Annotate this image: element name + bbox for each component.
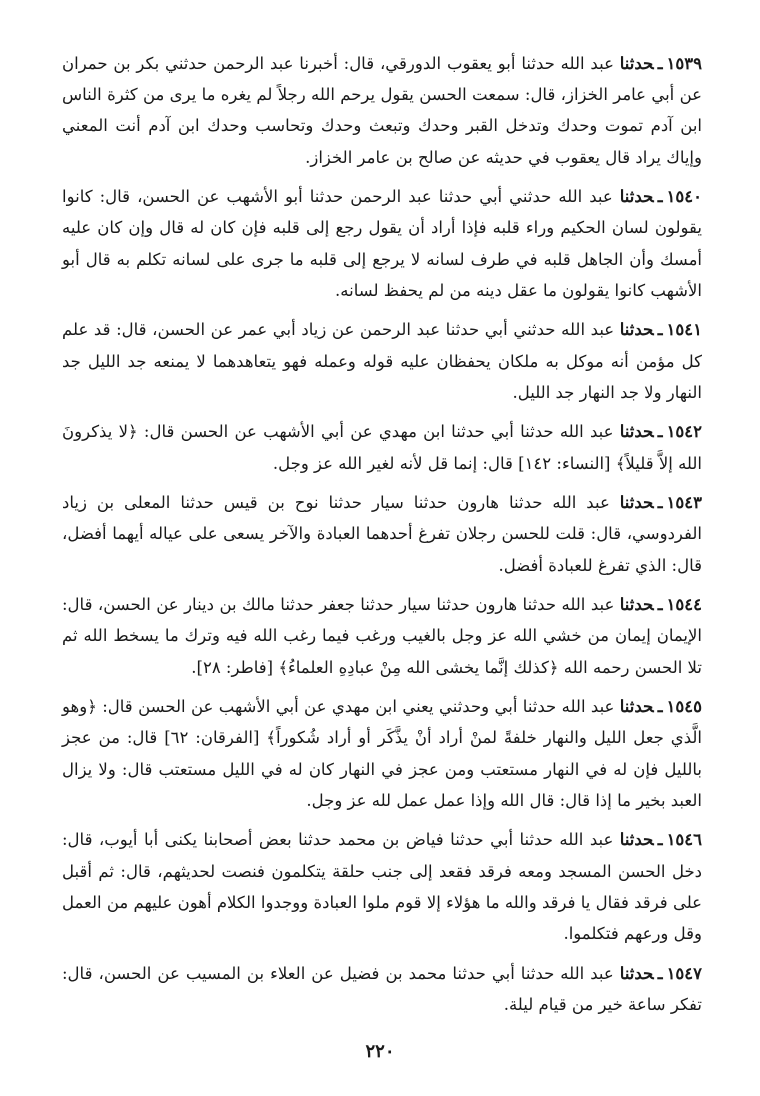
hadith-label: حدثنا [619, 422, 654, 442]
hadith-number: ١٥٤١ [666, 320, 702, 340]
hadith-number: ١٥٤٥ [666, 697, 702, 717]
hadith-number: ١٥٤٣ [666, 493, 702, 513]
hadith-entry-1543: ١٥٤٣ـحدثنا عبد الله حدثنا هارون حدثنا سيار حدثنا نوح بن قيس حدثنا المعلى بن زياد الفردوسي، قال: قلت للحسن رجلان تفرغ أحدهما العبادة والآخر يسعى على عياله أيهما أفضل، قال: الذي تفرغ للعبادة أفضل. [62, 493, 702, 575]
hadith-number: ١٥٤٧ [666, 963, 703, 983]
hadith-number: ١٥٤٠ [666, 187, 702, 207]
hadith-label: حدثنا [619, 187, 654, 207]
hadith-text: عبد الله حدثنا أبو يعقوب الدورقي، قال: أخبرنا عبد الرحمن حدثني بكر بن حمران عن أبي عامر الخزاز، قال: سمعت الحسن يقول يرحم الله رجلاً لم يغره ما يرى من كثرة الناس ابن آدم تموت وحدك وتدخل القبر وحدك وتبعث وحدك وتحاسب وحدك ابن آدم أنت المعني وإياك يراد قال يعقوب في حديثه عن صالح بن عامر الخزاز. [62, 54, 702, 167]
hadith-number: ١٥٤٢ [666, 422, 703, 442]
hadith-label: حدثنا [619, 54, 654, 73]
hadith-number: ١٥٤٦ [666, 830, 703, 850]
hadith-label: حدثنا [619, 697, 654, 717]
hadith-text: عبد الله حدثنا أبي وحدثني يعني ابن مهدي عن أبي الأشهب عن الحسن قال: ﴿وهو الَّذي جعل الليل والنهار خلفةً لمنْ أراد أنْ يذَّكَر أو أراد شُكوراً﴾ [الفرقان: ٦٢] قال: من عجز بالليل فإن له في النهار مستعتب ومن عجز في النهار كان له في الليل مستعتب قال: ولا يزال العبد بخير ما إذا قال: قال الله وإذا عمل عمل لله عز وجل. [62, 697, 702, 810]
hadith-text: عبد الله حدثنا هارون حدثنا سيار حدثنا نوح بن قيس حدثنا المعلى بن زياد الفردوسي، قال: قلت للحسن رجلان تفرغ أحدهما العبادة والآخر يسعى على عياله أيهما أفضل، قال: الذي تفرغ للعبادة أفضل. [62, 493, 702, 575]
hadith-text: عبد الله حدثنا أبي حدثنا فياض بن محمد حدثنا بعض أصحابنا يكنى أبا أيوب، قال: دخل الحسن المسجد ومعه فرقد فقعد إلى جنب حلقة يتكلمون فنصت لحديثهم، قال: ثم أقبل على فرقد فقال يا فرقد والله ما هؤلاء إلا قوم ملوا العبادة ووجدوا الكلام أهون عليهم من العمل وقل ورعهم فتكلموا. [62, 830, 702, 944]
hadith-label: حدثنا [619, 963, 654, 983]
hadith-label: حدثنا [619, 493, 654, 513]
hadith-text: عبد الله حدثني أبي حدثنا عبد الرحمن حدثنا أبو الأشهب عن الحسن، قال: كانوا يقولون لسان الحكيم وراء قلبه فإذا أراد أن يقول رجع إلى قلبه فإن كان له قال وإن كان عليه أمسك وأن الجاهل قلبه في طرف لسانه لا يرجع إلى قلبه ما جرى على لسانه تكلم به قال أبو الأشهب كانوا يقولون ما عقل دينه من لم يحفظ لسانه. [62, 187, 702, 300]
hadith-text: عبد الله حدثني أبي حدثنا عبد الرحمن عن زياد أبي عمر عن الحسن، قال: قد علم كل مؤمن أنه موكل به ملكان يحفظان عليه قوله وعمله فهو يتعاهدهما لا يمنعه جد الليل جد النهار ولا جد النهار جد الليل. [62, 320, 702, 402]
hadith-number: ١٥٣٩ [666, 54, 702, 73]
hadith-entry-1539: ١٥٣٩ـحدثنا عبد الله حدثنا أبو يعقوب الدورقي، قال: أخبرنا عبد الرحمن حدثني بكر بن حمران عن أبي عامر الخزاز، قال: سمعت الحسن يقول يرحم الله رجلاً لم يغره ما يرى من كثرة الناس ابن آدم تموت وحدك وتدخل القبر وحدك وتبعث وحدك وتحاسب وحدك ابن آدم أنت المعني وإياك يراد قال يعقوب في حديثه عن صالح بن عامر الخزاز. [62, 54, 702, 167]
page-number: ٢٢٠ [365, 1041, 395, 1062]
hadith-text: عبد الله حدثنا هارون حدثنا سيار حدثنا جعفر حدثنا مالك بن دينار عن الحسن، قال: الإيمان إيمان من خشي الله عز وجل بالغيب ورغب فيما رغب الله فيه وترك ما يسخط الله ثم تلا الحسن رحمه الله ﴿كذلك إنَّما يخشى الله مِنْ عبادِهِ العلماءُ﴾ [فاطر: ٢٨]. [62, 595, 702, 677]
hadith-entry-1547: ١٥٤٧ـحدثنا عبد الله حدثنا أبي حدثنا محمد بن فضيل عن العلاء بن المسيب عن الحسن، قال: تفكر ساعة خير من قيام ليلة. [62, 963, 703, 1014]
hadith-label: حدثنا [619, 830, 654, 850]
hadith-entry-1541: ١٥٤١ـحدثنا عبد الله حدثني أبي حدثنا عبد الرحمن عن زياد أبي عمر عن الحسن، قال: قد علم كل مؤمن أنه موكل به ملكان يحفظان عليه قوله وعمله فهو يتعاهدهما لا يمنعه جد الليل جد النهار ولا جد النهار جد الليل. [62, 320, 702, 402]
hadith-label: حدثنا [619, 595, 654, 615]
hadith-number: ١٥٤٤ [666, 595, 702, 615]
hadith-entry-1540: ١٥٤٠ـحدثنا عبد الله حدثني أبي حدثنا عبد الرحمن حدثنا أبو الأشهب عن الحسن، قال: كانوا يقولون لسان الحكيم وراء قلبه فإذا أراد أن يقول رجع إلى قلبه فإن كان له قال وإن كان عليه أمسك وأن الجاهل قلبه في طرف لسانه لا يرجع إلى قلبه ما جرى على لسانه تكلم به قال أبو الأشهب كانوا يقولون ما عقل دينه من لم يحفظ لسانه. [62, 187, 702, 300]
hadith-text: عبد الله حدثنا أبي حدثنا محمد بن فضيل عن العلاء بن المسيب عن الحسن، قال: تفكر ساعة خير من قيام ليلة. [62, 963, 702, 1014]
hadith-label: حدثنا [619, 320, 654, 340]
hadith-entry-1545: ١٥٤٥ـحدثنا عبد الله حدثنا أبي وحدثني يعني ابن مهدي عن أبي الأشهب عن الحسن قال: ﴿وهو الَّذي جعل الليل والنهار خلفةً لمنْ أراد أنْ يذَّكَر أو أراد شُكوراً﴾ [الفرقان: ٦٢] قال: من عجز بالليل فإن له في النهار مستعتب ومن عجز في النهار كان له في الليل مستعتب قال: ولا يزال العبد بخير ما إذا قال: قال الله وإذا عمل عمل لله عز وجل. [62, 697, 702, 810]
hadith-entry-1542: ١٥٤٢ـحدثنا عبد الله حدثنا أبي حدثنا ابن مهدي عن أبي الأشهب عن الحسن قال: ﴿لا يذكرونَ الله إلاَّ قليلاً﴾ [النساء: ١٤٢] قال: إنما قل لأنه لغير الله عز وجل. [62, 422, 703, 473]
page-text-block [62, 48, 702, 1028]
hadith-entry-1544: ١٥٤٤ـحدثنا عبد الله حدثنا هارون حدثنا سيار حدثنا جعفر حدثنا مالك بن دينار عن الحسن، قال: الإيمان إيمان من خشي الله عز وجل بالغيب ورغب فيما رغب الله فيه وترك ما يسخط الله ثم تلا الحسن رحمه الله ﴿كذلك إنَّما يخشى الله مِنْ عبادِهِ العلماءُ﴾ [فاطر: ٢٨]. [62, 595, 702, 677]
hadith-entry-1546: ١٥٤٦ـحدثنا عبد الله حدثنا أبي حدثنا فياض بن محمد حدثنا بعض أصحابنا يكنى أبا أيوب، قال: دخل الحسن المسجد ومعه فرقد فقعد إلى جنب حلقة يتكلمون فنصت لحديثهم، قال: ثم أقبل على فرقد فقال يا فرقد والله ما هؤلاء إلا قوم ملوا العبادة ووجدوا الكلام أهون عليهم من العمل وقل ورعهم فتكلموا. [62, 830, 703, 944]
hadith-text: عبد الله حدثنا أبي حدثنا ابن مهدي عن أبي الأشهب عن الحسن قال: ﴿لا يذكرونَ الله إلاَّ قليلاً﴾ [النساء: ١٤٢] قال: إنما قل لأنه لغير الله عز وجل. [62, 422, 702, 473]
